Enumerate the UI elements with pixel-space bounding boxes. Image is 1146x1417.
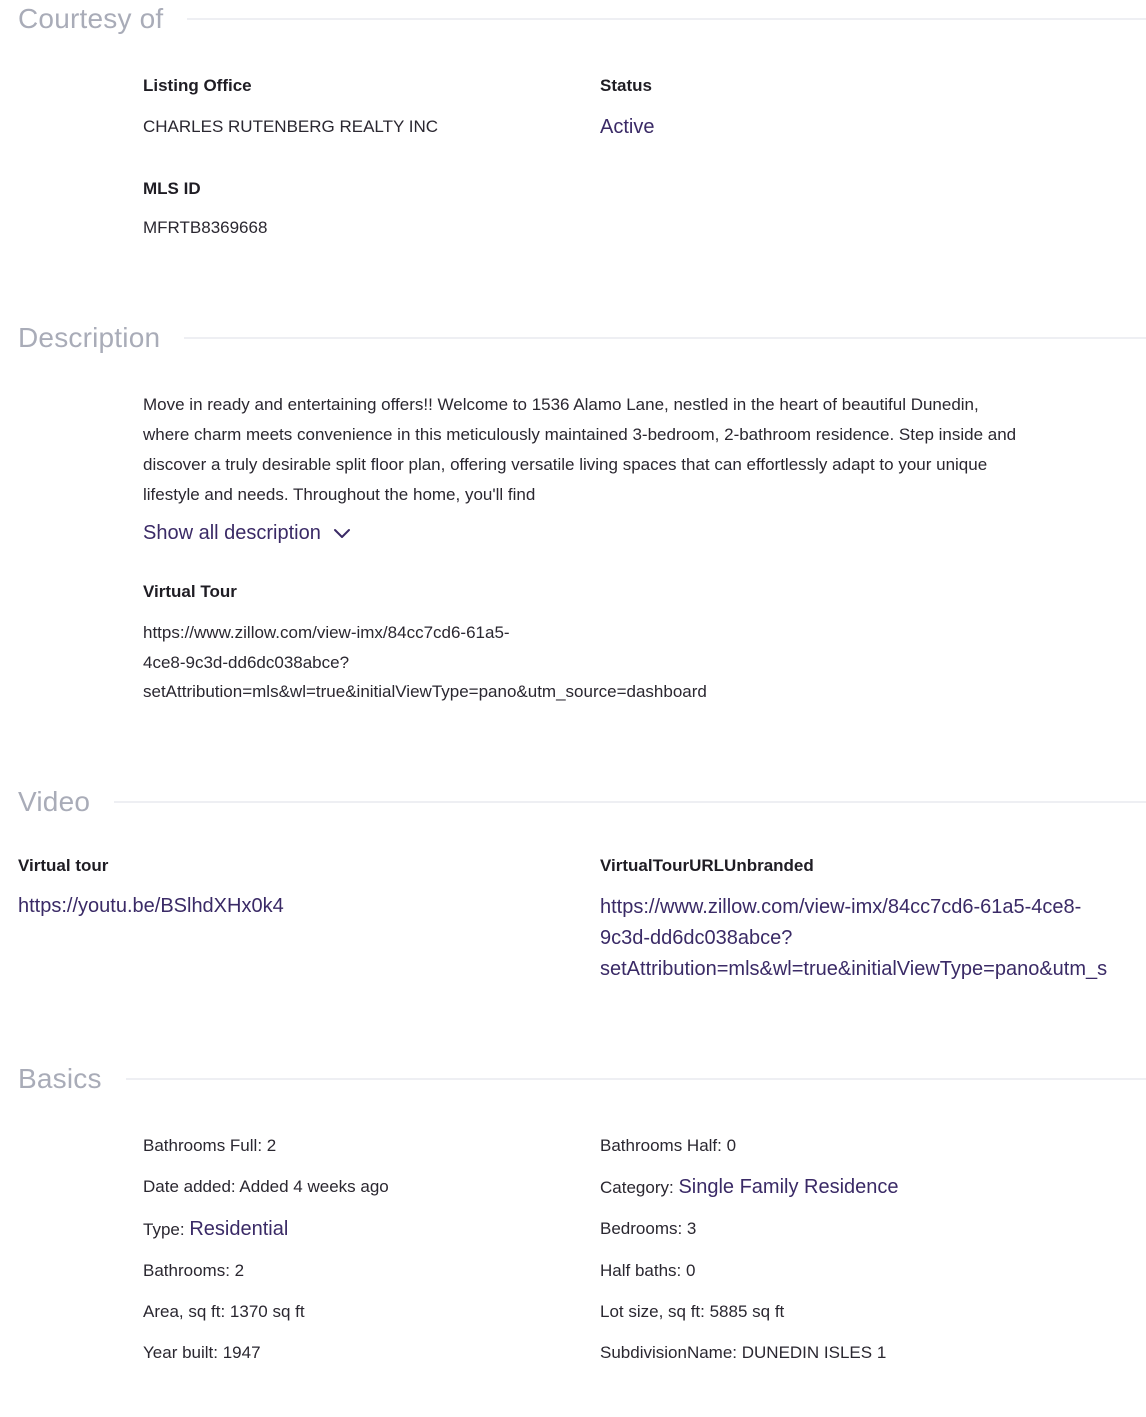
description-section-header (18, 321, 1146, 355)
mls-id-label: MLS ID (143, 179, 201, 198)
half-baths: Half baths: 0 (600, 1261, 696, 1280)
courtesy-section-title: Courtesy of (18, 3, 164, 34)
virtual-tour-url[interactable] (143, 618, 707, 707)
virtual-tour-unbranded-link[interactable] (600, 892, 1107, 985)
section-divider (187, 18, 1146, 20)
video-virtual-tour-link[interactable]: https://youtu.be/BSlhdXHx0k4 (18, 895, 284, 917)
type-link[interactable]: Residential (189, 1218, 289, 1240)
basics-section-title: Basics (18, 1063, 102, 1094)
section-divider (126, 1078, 1146, 1080)
type-prefix: Type: (143, 1220, 190, 1239)
bathrooms-half: Bathrooms Half: 0 (600, 1136, 737, 1155)
description-text: Move in ready and entertaining offers!! Welcome to 1536 Alamo Lane, nestled in the heart of beautiful Dunedin, where charm meets convenience in this meticulously maintained 3-bedroom, 2-bathroom residence. Step inside and discover a truly desirable split floor plan, offering versatile living spaces that can effortlessly adapt to your unique lifestyle and needs. Throughout the home, you'll find (143, 395, 1017, 504)
status-value: Active (600, 116, 655, 138)
bathrooms-full: Bathrooms Full: 2 (143, 1136, 277, 1155)
year-built: Year built: 1947 (143, 1343, 261, 1362)
courtesy-section-header (18, 2, 1146, 36)
category (600, 1176, 899, 1199)
date-added: Date added: Added 4 weeks ago (143, 1177, 389, 1196)
listing-office-value: CHARLES RUTENBERG REALTY INC (143, 117, 439, 136)
type (143, 1218, 288, 1241)
video-section-title: Video (18, 786, 91, 817)
virtual-tour-unbranded-line: setAttribution=mls&wl=true&initialViewType=pano&utm_s (600, 958, 1108, 980)
virtual-tour-unbranded-line: https://www.zillow.com/view-imx/84cc7cd6-61a5-4ce8- (600, 896, 1082, 918)
subdivision-name: SubdivisionName: DUNEDIN ISLES 1 (600, 1343, 887, 1362)
virtual-tour-unbranded-line: 9c3d-dd6dc038abce? (600, 927, 793, 949)
description-section-title: Description (18, 322, 161, 353)
virtual-tour-unbranded-label: VirtualTourURLUnbranded (600, 856, 814, 875)
video-section-header (18, 785, 1146, 819)
listing-office-label: Listing Office (143, 76, 252, 95)
status-label: Status (600, 76, 652, 95)
video-virtual-tour-label: Virtual tour (18, 856, 109, 875)
bathrooms: Bathrooms: 2 (143, 1261, 245, 1280)
section-divider (184, 337, 1146, 339)
category-prefix: Category: (600, 1178, 679, 1197)
virtual-tour-url-line: setAttribution=mls&wl=true&initialViewType=pano&utm_source=dashboard (143, 682, 707, 701)
show-all-description-label: Show all description (143, 522, 321, 544)
virtual-tour-label: Virtual Tour (143, 582, 237, 601)
chevron-down-icon (333, 528, 351, 540)
category-link[interactable]: Single Family Residence (678, 1176, 899, 1198)
lot-size: Lot size, sq ft: 5885 sq ft (600, 1302, 785, 1321)
bedrooms: Bedrooms: 3 (600, 1219, 697, 1238)
mls-id-value: MFRTB8369668 (143, 218, 268, 237)
area: Area, sq ft: 1370 sq ft (143, 1302, 305, 1321)
virtual-tour-url-line: https://www.zillow.com/view-imx/84cc7cd6-61a5- (143, 623, 510, 642)
section-divider (114, 801, 1146, 803)
basics-section-header (18, 1062, 1146, 1096)
show-all-description-button[interactable] (143, 522, 351, 545)
virtual-tour-url-line: 4ce8-9c3d-dd6dc038abce? (143, 652, 350, 672)
